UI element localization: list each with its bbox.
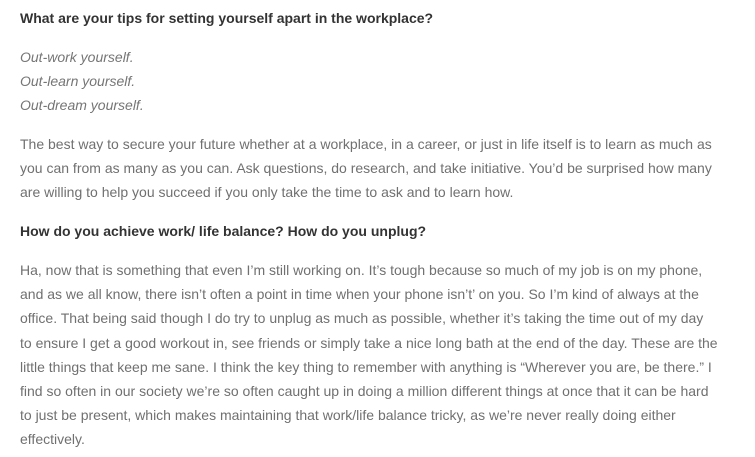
paragraph-line: you can from as many as you can. Ask questions, do research, and take initiative. You’d be surprised how many	[20, 160, 712, 177]
question-heading: What are your tips for setting yourself apart in the workplace?	[20, 10, 434, 26]
paragraph-line: to just be present, which makes maintaining that work/life balance tricky, as we’re never really doing either	[20, 407, 676, 424]
paragraph-line: office. That being said though I do try to unplug as much as possible, whether it’s taking the time out of my day	[20, 310, 704, 327]
paragraph-line: effectively.	[20, 431, 85, 448]
paragraph-line: are willing to help you succeed if you only take the time to ask and to learn how.	[20, 184, 514, 201]
paragraph-line: Ha, now that is something that even I’m still working on. It’s tough because so much of my job is on my phone,	[20, 262, 703, 278]
paragraph-line: to ensure I get a good workout in, see friends or simply take a nice long bath at the end of the day. These are the	[20, 334, 718, 351]
italic-quote-list	[20, 45, 144, 117]
quote-line: Out-learn yourself.	[20, 73, 136, 89]
paragraph-line: little things that keep me sane. I think the key thing to remember with anything is “Wherever you are, be there.” I	[20, 358, 712, 375]
quote-line: Out-dream yourself.	[20, 97, 144, 113]
answer-paragraph	[20, 258, 718, 452]
quote-line: Out-work yourself.	[20, 49, 134, 65]
paragraph-line: find so often in our society we’re so often caught up in doing a million different things at once that it can be hard	[20, 383, 709, 400]
answer-paragraph	[20, 132, 712, 205]
paragraph-line: and as we all know, there isn’t often a point in time when your phone isn’t’ on you. So I’m kind of always at the	[20, 286, 699, 303]
question-heading: How do you achieve work/ life balance? How do you unplug?	[20, 223, 427, 239]
paragraph-line: The best way to secure your future whether at a workplace, in a career, or just in life itself is to learn as much as	[20, 136, 712, 152]
